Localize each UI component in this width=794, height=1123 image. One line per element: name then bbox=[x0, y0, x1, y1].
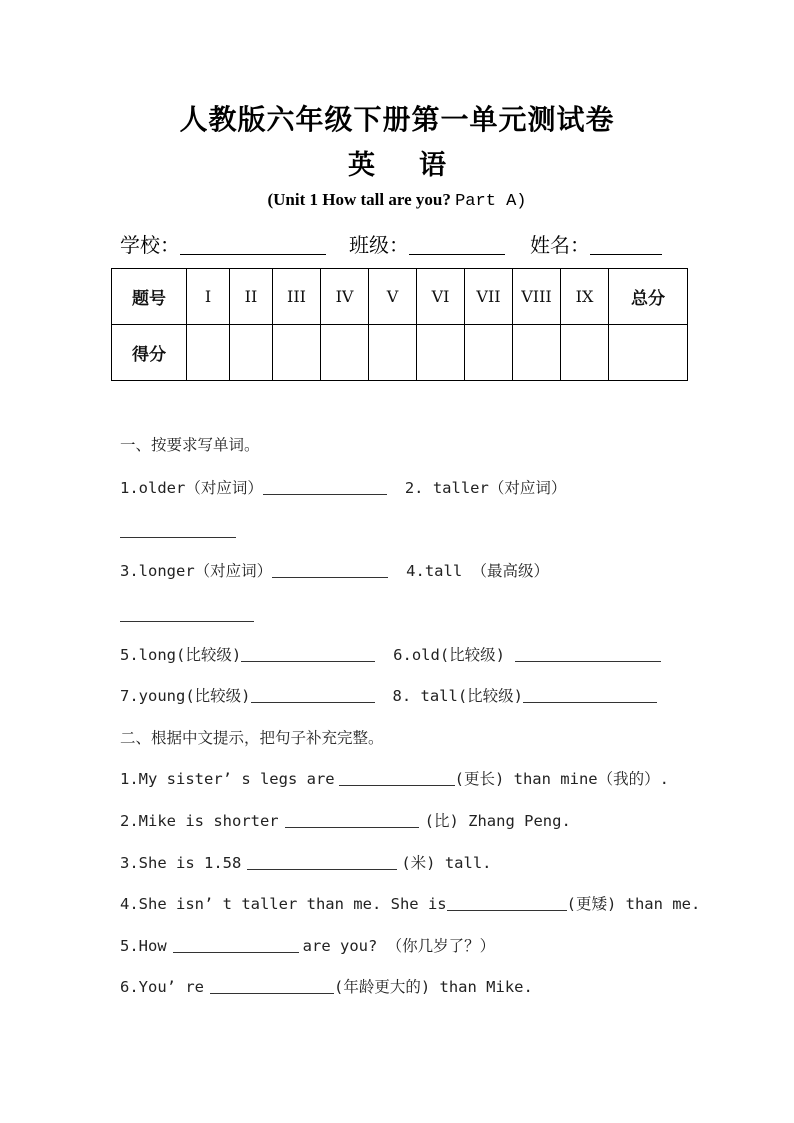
unit-subtitle-part: Part A) bbox=[455, 192, 527, 211]
answer-blank[interactable] bbox=[523, 688, 657, 703]
student-info-row bbox=[120, 229, 680, 259]
sentence-1-end: (更长) than mine（我的）. bbox=[454, 770, 669, 788]
worksheet-title: 人教版六年级下册第一单元测试卷 bbox=[179, 103, 615, 136]
answer-blank[interactable] bbox=[285, 813, 419, 828]
score-cell[interactable] bbox=[321, 325, 369, 381]
name-field bbox=[530, 229, 662, 258]
subject-title bbox=[0, 143, 794, 182]
unit-subtitle bbox=[0, 190, 794, 211]
name-label: 姓名： bbox=[530, 233, 590, 257]
answer-blank[interactable] bbox=[263, 480, 387, 495]
section1-heading: 一、按要求写单词。 bbox=[120, 436, 260, 454]
table-row-question-numbers bbox=[112, 269, 688, 325]
score-label: 得分 bbox=[112, 325, 187, 381]
score-cell[interactable] bbox=[369, 325, 417, 381]
answer-blank[interactable] bbox=[515, 647, 661, 662]
answer-line bbox=[120, 522, 236, 540]
question-5: 5.long(比较级) bbox=[120, 646, 242, 664]
sentence-5 bbox=[120, 934, 495, 956]
subject-char-1: 英 bbox=[348, 150, 375, 181]
school-blank[interactable] bbox=[180, 232, 326, 255]
sentence-4-start: 4.She isn’ t taller than me. She is bbox=[120, 895, 447, 913]
score-cell[interactable] bbox=[513, 325, 561, 381]
score-cell[interactable] bbox=[230, 325, 273, 381]
answer-blank[interactable] bbox=[210, 979, 334, 994]
question-3: 3.longer（对应词） bbox=[120, 562, 273, 580]
table-row-scores bbox=[112, 325, 688, 381]
question-6: 6.old(比较级) bbox=[393, 646, 505, 664]
school-label: 学校： bbox=[120, 233, 180, 257]
column-header: I bbox=[187, 269, 230, 325]
question-8: 8. tall(比较级) bbox=[392, 687, 523, 705]
sentence-3 bbox=[120, 851, 491, 873]
answer-line bbox=[120, 606, 254, 624]
column-header: II bbox=[230, 269, 273, 325]
sentence-3-start: 3.She is 1.58 bbox=[120, 854, 242, 872]
class-field bbox=[349, 229, 505, 258]
sentence-2-end: (比) Zhang Peng. bbox=[424, 812, 571, 830]
column-header: IV bbox=[321, 269, 369, 325]
answer-blank[interactable] bbox=[447, 896, 567, 911]
question-5-6-line bbox=[120, 643, 661, 665]
score-cell[interactable] bbox=[187, 325, 230, 381]
total-score-cell[interactable] bbox=[609, 325, 688, 381]
section2-heading: 二、根据中文提示，把句子补充完整。 bbox=[120, 729, 384, 747]
score-cell[interactable] bbox=[417, 325, 465, 381]
total-label: 总分 bbox=[609, 269, 688, 325]
answer-blank[interactable] bbox=[339, 771, 455, 786]
column-header: VI bbox=[417, 269, 465, 325]
sentence-4 bbox=[120, 892, 700, 914]
score-cell[interactable] bbox=[465, 325, 513, 381]
question-1: 1.older（对应词） bbox=[120, 479, 263, 497]
class-blank[interactable] bbox=[409, 232, 505, 255]
subject-char-2: 语 bbox=[419, 150, 446, 181]
question-1-2-line bbox=[120, 476, 566, 498]
sentence-2 bbox=[120, 809, 571, 831]
score-cell[interactable] bbox=[561, 325, 609, 381]
unit-subtitle-main: (Unit 1 How tall are you? bbox=[267, 190, 451, 209]
sentence-3-end: (米) tall. bbox=[401, 854, 492, 872]
score-cell[interactable] bbox=[273, 325, 321, 381]
class-label: 班级： bbox=[349, 233, 409, 257]
school-field bbox=[120, 229, 326, 258]
answer-blank[interactable] bbox=[272, 563, 388, 578]
score-table bbox=[111, 268, 688, 381]
answer-blank[interactable] bbox=[173, 938, 299, 953]
answer-blank[interactable] bbox=[120, 523, 236, 538]
question-7-8-line bbox=[120, 684, 657, 706]
question-number-label: 题号 bbox=[112, 269, 187, 325]
sentence-6-end: (年龄更大的) than Mike. bbox=[334, 978, 533, 996]
question-3-4-line bbox=[120, 559, 549, 581]
sentence-2-start: 2.Mike is shorter bbox=[120, 812, 279, 830]
answer-blank[interactable] bbox=[247, 855, 397, 870]
column-header: VII bbox=[465, 269, 513, 325]
answer-blank[interactable] bbox=[241, 647, 375, 662]
column-header: V bbox=[369, 269, 417, 325]
sentence-4-end: (更矮) than me. bbox=[566, 895, 701, 913]
sentence-1-start: 1.My sister’ s legs are bbox=[120, 770, 335, 788]
column-header: III bbox=[273, 269, 321, 325]
sentence-1 bbox=[120, 767, 669, 789]
name-blank[interactable] bbox=[590, 232, 662, 255]
column-header: IX bbox=[561, 269, 609, 325]
question-2: 2. taller（对应词） bbox=[404, 479, 567, 497]
sentence-6-start: 6.You’ re bbox=[120, 978, 204, 996]
question-4: 4.tall （最高级） bbox=[406, 562, 549, 580]
answer-blank[interactable] bbox=[120, 607, 254, 622]
answer-blank[interactable] bbox=[251, 688, 375, 703]
sentence-5-end: are you? （你几岁了？） bbox=[302, 937, 496, 955]
sentence-5-start: 5.How bbox=[120, 937, 167, 955]
sentence-6 bbox=[120, 975, 533, 997]
question-7: 7.young(比较级) bbox=[120, 687, 251, 705]
column-header: VIII bbox=[513, 269, 561, 325]
